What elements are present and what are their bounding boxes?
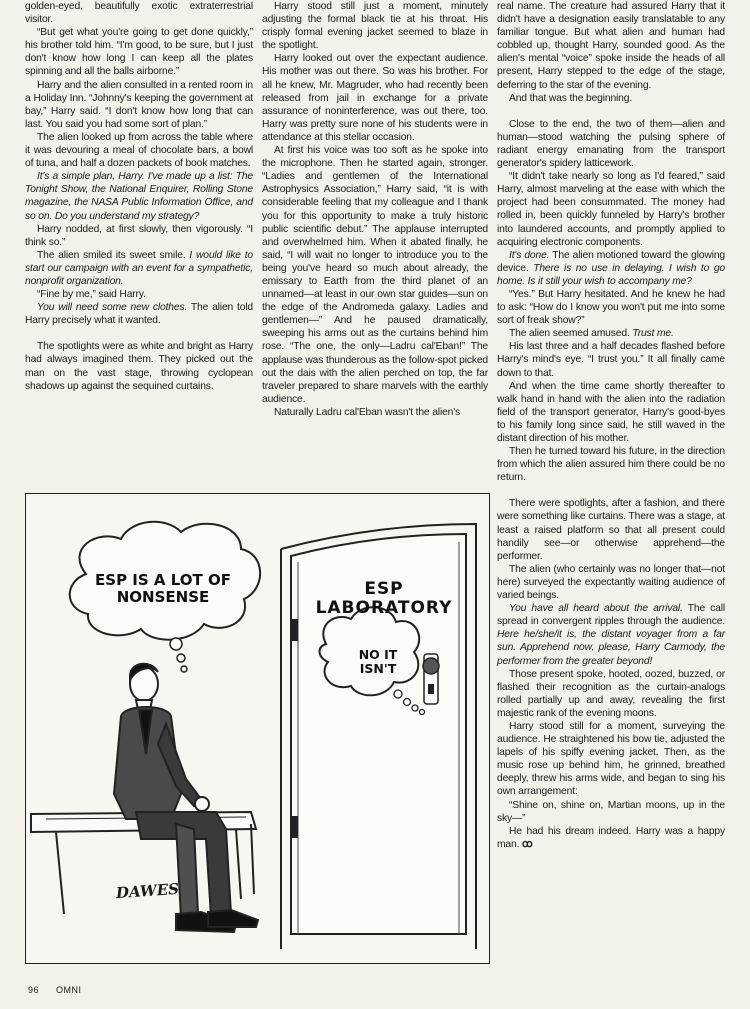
paragraph: At first his voice was too soft as he spoke into the microphone. Then he started again, stronger. “Ladies and gentlemen of the International Astrophysics Association,” Harry said, “it is with considerable feeling that my colleague and I thank you for this opportunity to make a truly historic public scientific debut.” The applause interrupted and overwhelmed him. When it abated finally, he said, “I will wait no longer to introduce you to the being you've heard so much about already, the emissary to Earth from the third planet of an unnamed—at least in our own star guides—sun on the edge of the Andromeda galaxy. Ladies and gentlemen—” And he paused dramatically, sweeping his arms out as the curtains behind him rose. “The one, the only—Ladru cal'Eban!” The applause was thunderous as the follow-spot picked out the dais with the alien perched on top, the far traveler prepared to share marvels with the earthly audience. [262, 145, 488, 405]
paragraph: The alien looked up from across the table where it was devouring a meal of chocolate bars, a bowl of tuna, and half a dozen packets of book matches. [25, 131, 253, 170]
telepathic-speech: I would like to start our campaign with an event for a sympathetic, nonprofit organization. [25, 249, 253, 287]
telepathic-speech: You will need some new clothes. [37, 302, 188, 314]
paragraph [497, 249, 725, 288]
paragraph: The alien (who certainly was no longer that—not here) surveyed the expectantly waiting audience of varied beings. [497, 563, 725, 602]
paragraph: Then he turned toward his future, in the direction from which the alien assured him there could be no return. [497, 446, 725, 484]
paragraph: Close to the end, the two of them—alien and human—stood watching the pulsing sphere of radiant energy emanating from the transport generator's spidery latticework. [497, 118, 725, 170]
telepathic-speech: It's done. [509, 249, 550, 261]
paragraph: Harry looked out over the expectant audience. His mother was out there. So was his brother. For all he knew, Mr. Magruder, who had recently been released from jail in exchange for a private assurance of noninterference, was out there, too. Harry was pretty sure none of his students were in attendance at this stellar occasion. [262, 53, 488, 143]
telepathic-speech: Trust me. [632, 328, 674, 340]
paragraph: “Shine on, shine on, Martian moons, up in the sky—” [497, 799, 725, 824]
telepathic-speech: It's a simple plan, Harry. I've made up a list: The Tonight Show, the National Enquirer, Rolling Stone magazine, the NASA Public Information Office, and so on. Do you understand my strategy? [25, 171, 253, 222]
narration: The alien seemed amused. [509, 328, 630, 340]
telepathic-speech: There is no use in delaying. I wish to go home. Is it still your wish to accompany me? [497, 262, 725, 287]
telepathic-speech: You have all heard about the arrival. [509, 603, 683, 615]
door-knob-icon [423, 654, 439, 704]
door-sign-text: ESP LABORATORY [315, 579, 453, 618]
cartoon-drawing [26, 494, 488, 962]
narration: The alien told Harry precisely what it wanted. [25, 302, 254, 327]
paragraph: And when the time came shortly thereafter to walk hand in hand with the alien into the radiation field of the transport generator, Harry's good-byes to his family long since said, he still waved in the distant direction of his mother. [497, 380, 725, 444]
paragraph [497, 825, 725, 851]
narration: The call spread in convergent ripples through the audience. [497, 603, 726, 628]
paragraph: Those present spoke, hooted, oozed, buzzed, or flashed their recognition as the curtain-analogs rolled partially up and away, revealing the first majestic rank of the evening moons. [497, 668, 725, 719]
paragraph: “But get what you're going to get done quickly,” his brother told him. “I'm good, to be sure, but I just don't know how long I can keep all the plates spinning and all the balls airborne.” [25, 27, 253, 78]
hinge [292, 619, 298, 641]
artist-signature: DAWES [115, 879, 180, 903]
paragraph: Harry stood still just a moment, minutely adjusting the formal black tie at his throat. His crisply formal evening jacket seemed to blaze in the spotlight. [262, 1, 488, 52]
paragraph [25, 170, 253, 222]
paragraph: His last three and a half decades flashed before Harry's mind's eye. “I trust you.” It all finally came down to that. [497, 341, 725, 379]
paragraph: And that was the beginning. [509, 92, 633, 104]
cartoon-thought-text: ESP IS A LOT OF NONSENSE [95, 571, 231, 606]
paragraph [25, 301, 253, 327]
paragraph: “Fine by me,” said Harry. [37, 289, 146, 301]
paragraph [25, 249, 253, 288]
paragraph: Harry nodded, at first slowly, then vigorously. “I think so.” [25, 223, 253, 248]
paragraph [497, 327, 725, 340]
page-number: 96 [28, 985, 40, 995]
page-folio [28, 985, 96, 995]
paragraph: There were spotlights, after a fashion, and there were something like curtains. There was a stage, at least a raised platform so that all present could handily see—or otherwise apprehend—the performer. [497, 498, 725, 562]
text-column-2 [262, 0, 488, 419]
paragraph: Naturally Ladru cal'Eban wasn't the alien's [274, 406, 461, 418]
narration: He had his dream indeed. Harry was a happy man. [497, 825, 725, 850]
paragraph: golden-eyed, beautifully exotic extraterrestrial visitor. [25, 1, 253, 26]
paragraph: “It didn't take nearly so long as I'd feared,” said Harry, almost marveling at the ease with which the project had been consummated. The money had rolled in, been quickly funneled by Harry's brother into laundered accounts, and promptly applied to acquiring electronic components. [497, 171, 725, 248]
magazine-name: OMNI [56, 985, 82, 995]
paragraph: The spotlights were as white and bright as Harry had always imagined them. They picked out the man on the vast stage, throwing cyclopean shadows up against the sequined curtains. [25, 341, 253, 392]
narration: The alien motioned toward the glowing device. [497, 249, 725, 274]
narration: The alien smiled its sweet smile. [37, 249, 186, 261]
door-thought-text: NO IT ISN'T [358, 647, 398, 676]
hinge [292, 816, 298, 838]
paragraph: Harry and the alien consulted in a rented room in a Holiday Inn. “Johnny's keeping the government at bay,” Harry said. “I don't know how long that can last. You said you had some sort of plan.” [25, 79, 253, 130]
telepathic-speech: Here he/she/it is, the distant voyager from a far sun. Apprehend now, please, Harry Carmody, the performer from the greater beyond! [497, 629, 725, 667]
paragraph: Harry stood still for a moment, surveying the audience. He straightened his bow tie, adjusted the lapels of his spiffy evening jacket. Then, as the music rose up behind him, he grinned, breathed deeply, threw his arms wide, and began to sing his own arrangement: [497, 720, 725, 798]
paragraph [497, 602, 725, 667]
paragraph: “Yes.” But Harry hesitated. And he knew he had to ask: “How do I know you won't put me into some sort of freak show?” [497, 288, 725, 327]
text-column-3 [497, 0, 725, 851]
cartoon-illustration [25, 493, 490, 964]
paragraph: real name. The creature had assured Harry that it didn't have a designation easily translatable to any familiar tongue. But what alien and human had cobbled up, thought Harry, sounded good. As the alien's mental “voice” spoke inside the heads of all present, Harry stepped to the edge of the stage, deferring to the star of the evening. [497, 1, 725, 91]
end-mark-icon: ꝏ [522, 838, 531, 850]
text-column-1 [25, 0, 253, 393]
